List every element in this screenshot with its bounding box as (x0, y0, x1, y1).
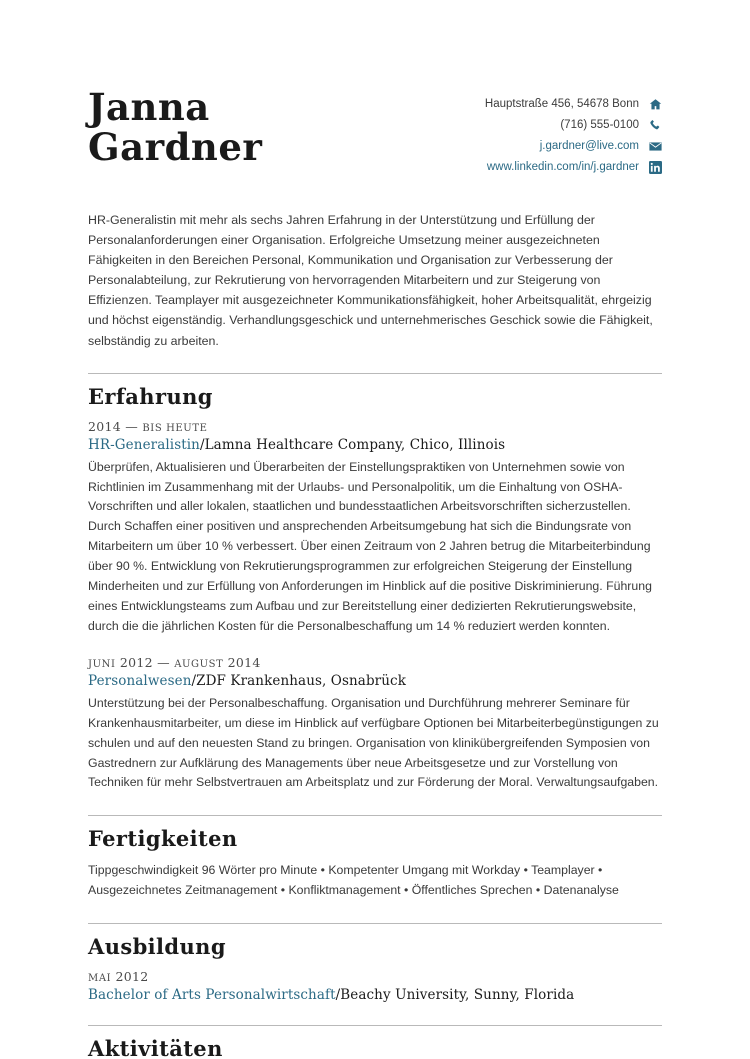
contact-address (485, 98, 662, 111)
section-title-education: Ausbildung (88, 934, 226, 960)
applicant-name (88, 85, 263, 169)
experience-description: Überprüfen, Aktualisieren und Überarbeiten der Einstellungspraktiken von Unternehmen sowie von Richtlinien im Zusammenhang mit der Urlaubs- und Personalpolitik, um die Einhaltung von OSHA-Vorschriften und aller lokalen, staatlichen und bundesstaatlichen Arbeitsvorschriften sicherzustellen. Durch Schaffen einer positiven und ansprechenden Arbeitsumgebung hat sich die Bindungsrate von Mitarbeitern um über 10 % verbessert. Über einen Zeitraum von 2 Jahren betrug die Mitarbeiterbindung über 90 %. Entwicklung von Rekrutierungsprogrammen zur erfolgreichen Steigerung der Einstellung Minderheiten und zur Erfüllung von Anforderungen im Hinblick auf die positive Diskriminierung. Führung eines Entwicklungsteams zum Aufbau und zur Bereitstellung einer dedizierten Rekrutierungswebsite, durch die die jährlichen Kosten für die Personalbeschaffung um 14 % reduziert werden konnten. (88, 459, 652, 633)
summary-paragraph: HR-Generalistin mit mehr als sechs Jahren Erfahrung in der Unterstützung und Erfüllung der Personalanforderungen einer Organisation. Erfolgreiche Umsetzung meiner ausgezeichneten Fähigkeiten in den Bereichen Personal, Kommunikation und Organisation zur Verbesserung der Personalabteilung, zur Rekrutierung von hervorragenden Mitarbeitern und zur Steigerung von Effizienzen. Teamplayer mit ausgezeichneter Kommunikationsfähigkeit, hoher Arbeitsqualität, ehrgeizig und höchst eigenständig. Verhandlungsgeschick und unternehmerisches Geschick sowie die Fähigkeit, selbständig zu arbeiten. (88, 213, 653, 348)
contact-phone (485, 119, 662, 132)
experience-date-main: 2012 — (115, 654, 175, 670)
section-divider (88, 373, 662, 374)
section-title-skills: Fertigkeiten (88, 826, 238, 852)
education-degree-line (88, 987, 662, 1003)
experience-date (88, 655, 662, 670)
experience-company: /ZDF Krankenhaus, Osnabrück (191, 672, 406, 689)
phone-icon (649, 119, 662, 132)
contact-address-text: Hauptstraße 456, 54678 Bonn (484, 98, 639, 111)
education-date (88, 969, 662, 984)
experience-description: Unterstützung bei der Personalbeschaffung. Organisation und Durchführung mehrerer Seminare für Krankenhausmitarbeiter, um diese im Hinblick auf verfügbare Optionen bei Mitarbeiterbegünstigungen zu schulen und auf den neuesten Stand zu bringen. Organisation von klinikübergreifenden Symposien von Gastrednern zur Aufklärung des Managements über neue Arbeitsgesetze und zur Vorstellung von Techniken für mehr Selbstvertrauen am Arbeitsplatz und zur Förderung der Moral. Verwaltungsaufgaben. (88, 695, 659, 790)
section-divider (88, 1025, 662, 1026)
home-icon (649, 98, 662, 111)
contact-phone-text: (716) 555-0100 (560, 119, 639, 132)
experience-date-year-end: 2014 (223, 654, 261, 670)
education-school: /Beachy University, Sunny, Florida (335, 987, 575, 1004)
section-divider (88, 815, 662, 816)
envelope-icon (649, 140, 662, 153)
experience-role-line (88, 673, 662, 689)
section-education (88, 923, 662, 1003)
contact-linkedin-text[interactable]: www.linkedin.com/in/j.gardner (486, 161, 639, 174)
section-title-activities: Aktivitäten (88, 1036, 223, 1059)
contact-linkedin[interactable] (485, 161, 662, 174)
resume-header (88, 85, 662, 184)
experience-date-month-start: JUNI (88, 658, 116, 670)
experience-date (88, 419, 662, 434)
experience-company: /Lamna Healthcare Company, Chico, Illinois (199, 436, 506, 453)
contact-email-text[interactable]: j.gardner@live.com (539, 140, 639, 153)
education-date-year: 2012 (111, 969, 149, 985)
experience-entry (88, 655, 662, 794)
experience-date-small: BIS HEUTE (142, 422, 208, 434)
experience-role: Personalwesen (88, 672, 192, 689)
experience-date-main: 2014 — (88, 418, 143, 434)
section-title-experience: Erfahrung (88, 383, 213, 409)
section-activities (88, 1025, 662, 1059)
education-date-month: MAI (88, 973, 112, 985)
contact-block (485, 88, 662, 182)
experience-entry (88, 419, 662, 637)
section-skills (88, 815, 662, 901)
experience-role-line (88, 437, 662, 453)
skills-text: Tippgeschwindigkeit 96 Wörter pro Minute • Kompetenter Umgang mit Workday • Teamplayer • Ausgezeichnetes Zeitmanagement • Konfliktmanagement • Öffentliches Sprechen • Datenanalyse (88, 863, 619, 898)
experience-role: HR-Generalistin (88, 436, 200, 453)
experience-date-month-end: AUGUST (174, 658, 224, 670)
section-divider (88, 923, 662, 924)
last-name: Gardner (88, 124, 263, 169)
contact-email[interactable] (485, 140, 662, 153)
resume-content (88, 85, 662, 1059)
linkedin-icon (649, 161, 662, 174)
education-degree: Bachelor of Arts Personalwirtschaft (88, 987, 336, 1004)
first-name: Janna (88, 85, 210, 129)
section-experience (88, 373, 662, 794)
